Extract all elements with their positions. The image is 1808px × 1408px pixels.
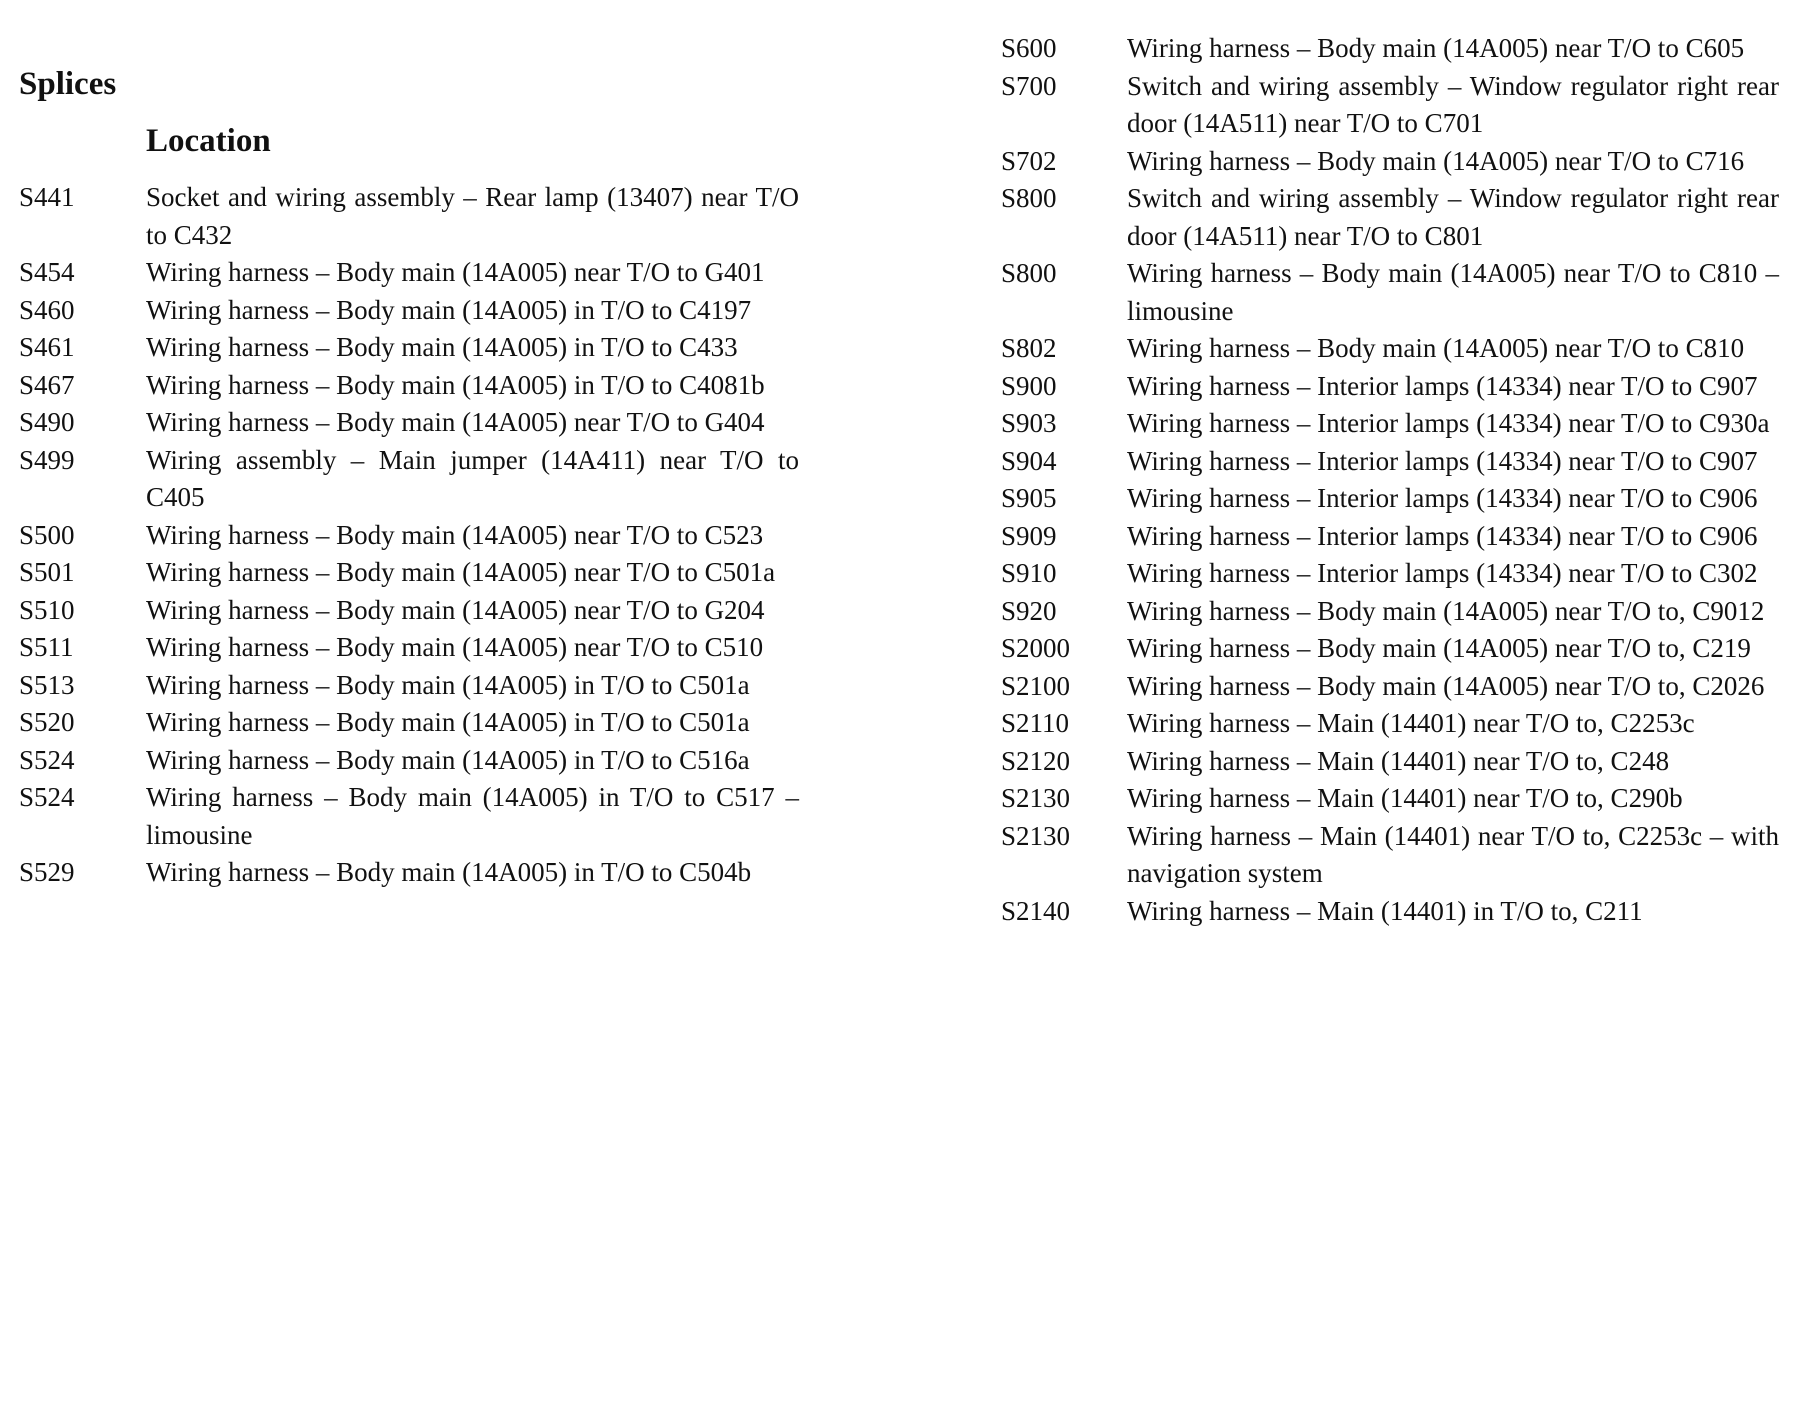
splice-location: Switch and wiring assembly – Window regulator right rear door (14A511) near T/O to C801 bbox=[1127, 183, 1779, 251]
splice-location: Wiring harness – Body main (14A005) in T/O to C4197 bbox=[146, 294, 752, 325]
splice-entry bbox=[1001, 68, 1779, 143]
splice-code: S702 bbox=[1001, 145, 1057, 176]
splice-code: S2130 bbox=[1001, 820, 1071, 851]
splice-list-right bbox=[1001, 30, 1779, 930]
splice-code: S454 bbox=[19, 257, 75, 287]
splice-location: Wiring harness – Body main (14A005) near T/O to G404 bbox=[146, 407, 765, 437]
splice-entry bbox=[19, 179, 799, 254]
splice-location: Wiring harness – Body main (14A005) in T/O to C517 – limousine bbox=[146, 782, 799, 850]
splice-code: S524 bbox=[19, 782, 75, 812]
splice-entry bbox=[1001, 818, 1779, 893]
splice-entry bbox=[1001, 143, 1779, 181]
splice-location: Wiring harness – Body main (14A005) near T/O to C523 bbox=[146, 519, 764, 550]
splice-location: Wiring harness – Body main (14A005) near T/O to C501a bbox=[146, 557, 776, 587]
splice-code: S802 bbox=[1001, 333, 1057, 363]
splice-entry bbox=[19, 254, 799, 292]
splice-entry bbox=[19, 704, 799, 742]
splice-code: S2120 bbox=[1001, 745, 1071, 776]
splice-location: Wiring assembly – Main jumper (14A411) near T/O to C405 bbox=[146, 444, 799, 512]
splice-code: S467 bbox=[19, 369, 75, 400]
splice-entry bbox=[1001, 705, 1779, 743]
splice-code: S904 bbox=[1001, 445, 1057, 476]
splice-code: S441 bbox=[19, 182, 75, 212]
splice-code: S460 bbox=[19, 294, 75, 325]
splice-entry bbox=[19, 329, 799, 367]
splice-location: Wiring harness – Body main (14A005) near T/O to C716 bbox=[1127, 145, 1745, 176]
splice-location: Wiring harness – Body main (14A005) near T/O to G204 bbox=[146, 594, 765, 625]
splice-entry bbox=[1001, 518, 1779, 556]
splice-location: Wiring harness – Main (14401) near T/O to, C2253c – with navigation system bbox=[1127, 820, 1779, 888]
splice-code: S529 bbox=[19, 857, 75, 887]
splice-location: Wiring harness – Interior lamps (14334) near T/O to C907 bbox=[1127, 445, 1758, 476]
splice-location: Wiring harness – Main (14401) near T/O to, C248 bbox=[1127, 745, 1670, 776]
splice-code: S900 bbox=[1001, 370, 1057, 401]
splice-entry bbox=[19, 442, 799, 517]
splice-entry bbox=[1001, 893, 1779, 931]
splice-entry bbox=[19, 554, 799, 592]
splice-code: S2100 bbox=[1001, 670, 1071, 701]
splice-entry bbox=[19, 404, 799, 442]
splice-entry bbox=[1001, 180, 1779, 255]
splice-location: Switch and wiring assembly – Window regulator right rear door (14A511) near T/O to C701 bbox=[1127, 70, 1779, 138]
splice-code: S800 bbox=[1001, 183, 1057, 213]
splice-location: Socket and wiring assembly – Rear lamp (13407) near T/O to C432 bbox=[146, 182, 799, 250]
splice-location: Wiring harness – Main (14401) near T/O to, C2253c bbox=[1127, 708, 1695, 738]
splice-entry bbox=[19, 667, 799, 705]
splice-entry bbox=[19, 517, 799, 555]
splice-location: Wiring harness – Body main (14A005) in T/O to C433 bbox=[146, 332, 738, 362]
splice-entry bbox=[1001, 255, 1779, 330]
splice-entry bbox=[1001, 630, 1779, 668]
splice-location: Wiring harness – Body main (14A005) near T/O to C605 bbox=[1127, 33, 1745, 63]
splice-code: S903 bbox=[1001, 408, 1057, 438]
splice-location: Wiring harness – Body main (14A005) near T/O to C810 – limousine bbox=[1127, 258, 1779, 326]
splice-entry bbox=[1001, 593, 1779, 631]
splice-list-left bbox=[19, 179, 799, 892]
splice-location: Wiring harness – Body main (14A005) near T/O to G401 bbox=[146, 257, 765, 287]
splice-code: S2130 bbox=[1001, 783, 1071, 813]
splice-code: S511 bbox=[19, 632, 74, 662]
splice-entry bbox=[1001, 30, 1779, 68]
splice-code: S490 bbox=[19, 407, 75, 437]
splice-code: S510 bbox=[19, 594, 75, 625]
splice-location: Wiring harness – Main (14401) near T/O to, C290b bbox=[1127, 783, 1683, 813]
splice-code: S500 bbox=[19, 519, 75, 550]
splice-entry bbox=[19, 742, 799, 780]
splice-entry bbox=[19, 779, 799, 854]
splice-code: S524 bbox=[19, 744, 75, 775]
splice-location: Wiring harness – Body main (14A005) near T/O to C510 bbox=[146, 632, 764, 662]
splice-entry bbox=[19, 629, 799, 667]
splice-entry bbox=[19, 367, 799, 405]
splice-location: Wiring harness – Body main (14A005) near T/O to, C2026 bbox=[1127, 670, 1765, 701]
column-heading-location: Location bbox=[146, 123, 271, 159]
splice-location: Wiring harness – Body main (14A005) in T/O to C501a bbox=[146, 707, 750, 737]
splice-code: S2140 bbox=[1001, 895, 1071, 926]
splice-entry bbox=[1001, 668, 1779, 706]
splice-entry bbox=[1001, 555, 1779, 593]
section-heading: Splices bbox=[19, 66, 117, 102]
splice-location: Wiring harness – Body main (14A005) near T/O to, C9012 bbox=[1127, 595, 1765, 626]
splice-code: S909 bbox=[1001, 520, 1057, 551]
splice-location: Wiring harness – Body main (14A005) in T/O to C504b bbox=[146, 857, 752, 887]
splice-entry bbox=[1001, 405, 1779, 443]
splice-location: Wiring harness – Body main (14A005) near T/O to C810 bbox=[1127, 333, 1745, 363]
splice-code: S700 bbox=[1001, 70, 1057, 101]
splice-entry bbox=[1001, 780, 1779, 818]
splice-code: S920 bbox=[1001, 595, 1057, 626]
splice-code: S905 bbox=[1001, 483, 1057, 513]
splice-location: Wiring harness – Interior lamps (14334) near T/O to C302 bbox=[1127, 558, 1758, 588]
splice-code: S2000 bbox=[1001, 633, 1071, 663]
splice-location: Wiring harness – Body main (14A005) in T/O to C4081b bbox=[146, 369, 765, 400]
splice-code: S2110 bbox=[1001, 708, 1070, 738]
splice-code: S600 bbox=[1001, 33, 1057, 63]
splice-location: Wiring harness – Interior lamps (14334) near T/O to C906 bbox=[1127, 520, 1758, 551]
splice-code: S910 bbox=[1001, 558, 1057, 588]
splice-location: Wiring harness – Body main (14A005) near T/O to, C219 bbox=[1127, 633, 1751, 663]
splice-code: S800 bbox=[1001, 258, 1057, 288]
splice-entry bbox=[19, 292, 799, 330]
splice-code: S499 bbox=[19, 444, 75, 475]
splice-entry bbox=[1001, 480, 1779, 518]
splice-entry bbox=[1001, 743, 1779, 781]
splice-entry bbox=[19, 592, 799, 630]
splice-location: Wiring harness – Interior lamps (14334) near T/O to C930a bbox=[1127, 408, 1770, 438]
splice-location: Wiring harness – Body main (14A005) in T/O to C501a bbox=[146, 669, 750, 700]
splice-code: S501 bbox=[19, 557, 75, 587]
splice-location: Wiring harness – Interior lamps (14334) near T/O to C906 bbox=[1127, 483, 1758, 513]
splice-code: S461 bbox=[19, 332, 75, 362]
splice-location: Wiring harness – Body main (14A005) in T/O to C516a bbox=[146, 744, 750, 775]
splice-location: Wiring harness – Interior lamps (14334) near T/O to C907 bbox=[1127, 370, 1758, 401]
splice-entry bbox=[19, 854, 799, 892]
splice-location: Wiring harness – Main (14401) in T/O to, C211 bbox=[1127, 895, 1643, 926]
splice-code: S513 bbox=[19, 669, 75, 700]
splice-entry bbox=[1001, 330, 1779, 368]
splice-code: S520 bbox=[19, 707, 75, 737]
splice-entry bbox=[1001, 443, 1779, 481]
splice-entry bbox=[1001, 368, 1779, 406]
